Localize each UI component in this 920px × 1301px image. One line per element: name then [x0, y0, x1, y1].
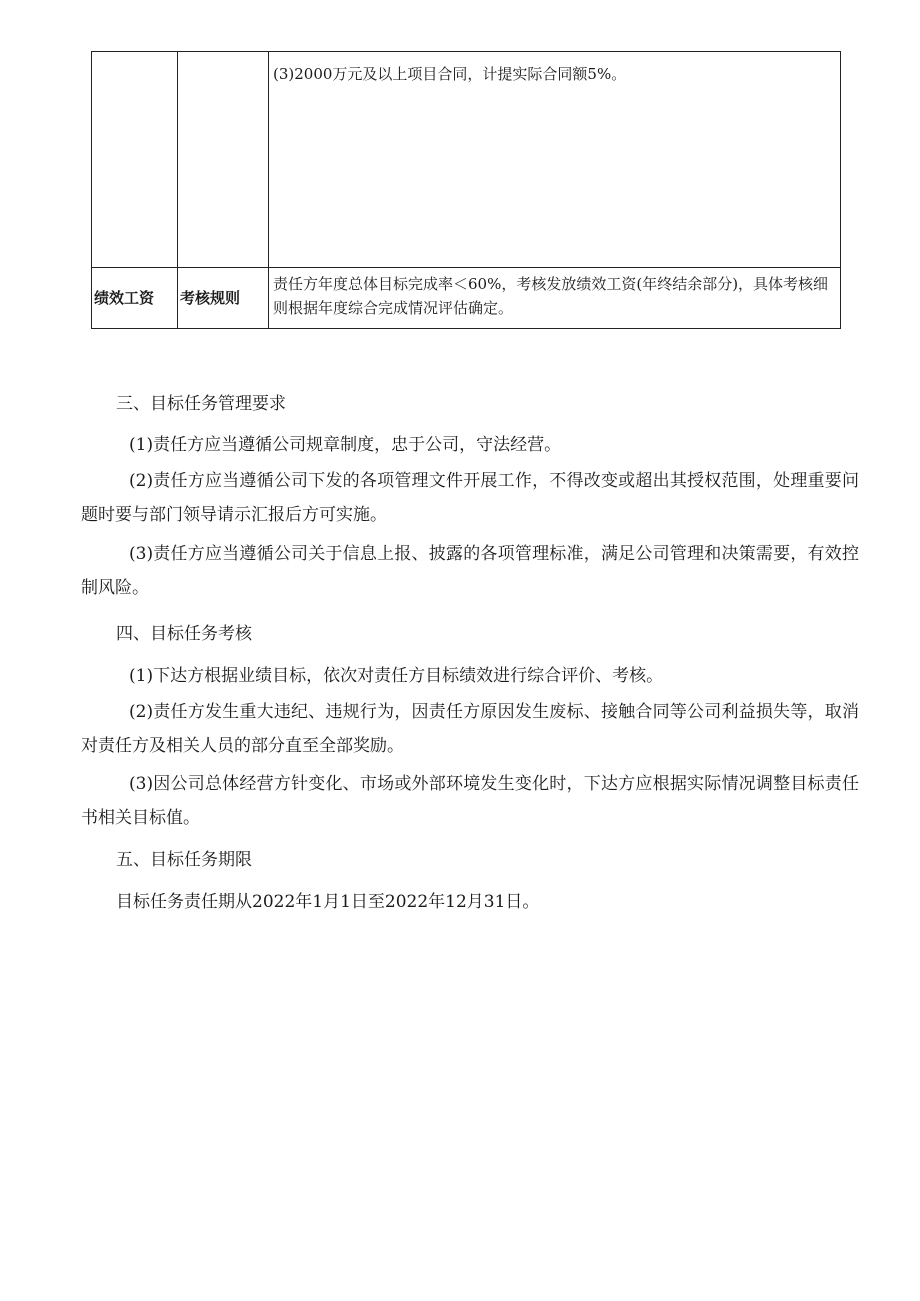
contract-commission-text: (3)2000万元及以上项目合同，计提实际合同额5%。	[273, 65, 627, 83]
table-cell	[178, 52, 269, 268]
section-heading-5: 五、目标任务期限	[116, 850, 252, 870]
assessment-rule-label: 考核规则	[178, 268, 269, 329]
section-heading-3: 三、目标任务管理要求	[116, 394, 286, 414]
paragraph: (2)责任方发生重大违纪、违规行为，因责任方原因发生废标、接触合同等公司利益损失等，取消对责任方及相关人员的部分直至全部奖励。	[81, 702, 859, 756]
performance-pay-label: 绩效工资	[92, 268, 178, 329]
paragraph: (3)因公司总体经营方针变化、市场或外部环境发生变化时，下达方应根据实际情况调整目标责任书相关目标值。	[81, 774, 859, 828]
period-text: 目标任务责任期从2022年1月1日至2022年12月31日。	[116, 892, 540, 912]
table-cell	[92, 52, 178, 268]
paragraph: (1)下达方根据业绩目标，依次对责任方目标绩效进行综合评价、考核。	[129, 666, 664, 686]
assessment-table	[91, 51, 841, 329]
paragraph: (2)责任方应当遵循公司下发的各项管理文件开展工作，不得改变或超出其授权范围，处理重要问题时要与部门领导请示汇报后方可实施。	[81, 471, 859, 525]
table-row	[92, 268, 841, 329]
table-cell	[269, 268, 841, 329]
section-heading-4: 四、目标任务考核	[116, 624, 252, 644]
paragraph: (1)责任方应当遵循公司规章制度，忠于公司，守法经营。	[129, 435, 562, 455]
table-cell	[269, 52, 841, 268]
assessment-rule-text: 责任方年度总体目标完成率＜60%，考核发放绩效工资(年终结余部分)，具体考核细则根据年度综合完成情况评估确定。	[273, 275, 829, 317]
paragraph: (3)责任方应当遵循公司关于信息上报、披露的各项管理标准，满足公司管理和决策需要，有效控制风险。	[81, 544, 859, 598]
table-row	[92, 52, 841, 268]
